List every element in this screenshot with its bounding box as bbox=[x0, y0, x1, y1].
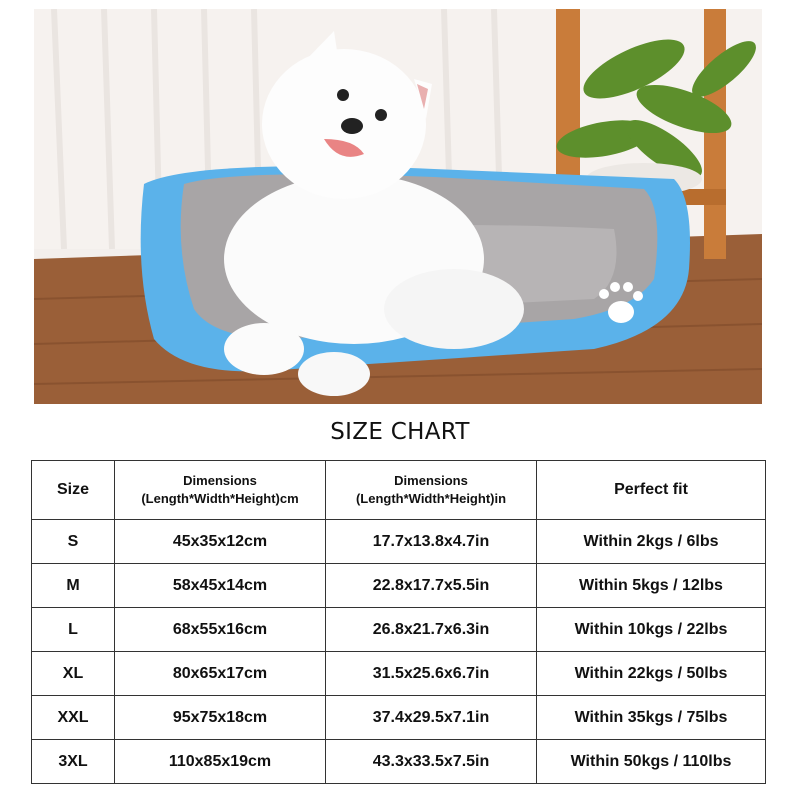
cell-dimensions-in: 43.3x33.5x7.5in bbox=[326, 740, 537, 784]
table-header-row bbox=[32, 461, 766, 520]
header-dimensions-in: Dimensions (Length*Width*Height)in bbox=[326, 461, 537, 520]
cell-perfect-fit: Within 35kgs / 75lbs bbox=[537, 696, 766, 740]
cell-dimensions-in: 26.8x21.7x6.3in bbox=[326, 608, 537, 652]
table-row bbox=[32, 608, 766, 652]
cell-dimensions-in: 17.7x13.8x4.7in bbox=[326, 520, 537, 564]
cell-size: XL bbox=[32, 652, 115, 696]
cell-size: S bbox=[32, 520, 115, 564]
cell-size: 3XL bbox=[32, 740, 115, 784]
cell-size: M bbox=[32, 564, 115, 608]
cell-dimensions-cm: 80x65x17cm bbox=[115, 652, 326, 696]
cell-perfect-fit: Within 10kgs / 22lbs bbox=[537, 608, 766, 652]
cell-dimensions-in: 31.5x25.6x6.7in bbox=[326, 652, 537, 696]
cell-dimensions-in: 22.8x17.7x5.5in bbox=[326, 564, 537, 608]
table-row bbox=[32, 696, 766, 740]
table-row bbox=[32, 564, 766, 608]
cell-dimensions-cm: 68x55x16cm bbox=[115, 608, 326, 652]
size-chart-table bbox=[31, 460, 766, 784]
cell-dimensions-cm: 58x45x14cm bbox=[115, 564, 326, 608]
size-chart-title: SIZE CHART bbox=[330, 419, 470, 445]
product-photo bbox=[34, 9, 762, 404]
table-row bbox=[32, 652, 766, 696]
cell-dimensions-cm: 45x35x12cm bbox=[115, 520, 326, 564]
cell-perfect-fit: Within 50kgs / 110lbs bbox=[537, 740, 766, 784]
cell-size: L bbox=[32, 608, 115, 652]
cell-dimensions-cm: 95x75x18cm bbox=[115, 696, 326, 740]
header-perfect-fit: Perfect fit bbox=[537, 461, 766, 520]
cell-perfect-fit: Within 5kgs / 12lbs bbox=[537, 564, 766, 608]
cell-dimensions-in: 37.4x29.5x7.1in bbox=[326, 696, 537, 740]
header-size: Size bbox=[32, 461, 115, 520]
table-row bbox=[32, 520, 766, 564]
cell-perfect-fit: Within 22kgs / 50lbs bbox=[537, 652, 766, 696]
header-dimensions-cm: Dimensions (Length*Width*Height)cm bbox=[115, 461, 326, 520]
cell-perfect-fit: Within 2kgs / 6lbs bbox=[537, 520, 766, 564]
cell-size: XXL bbox=[32, 696, 115, 740]
table-row bbox=[32, 740, 766, 784]
cell-dimensions-cm: 110x85x19cm bbox=[115, 740, 326, 784]
